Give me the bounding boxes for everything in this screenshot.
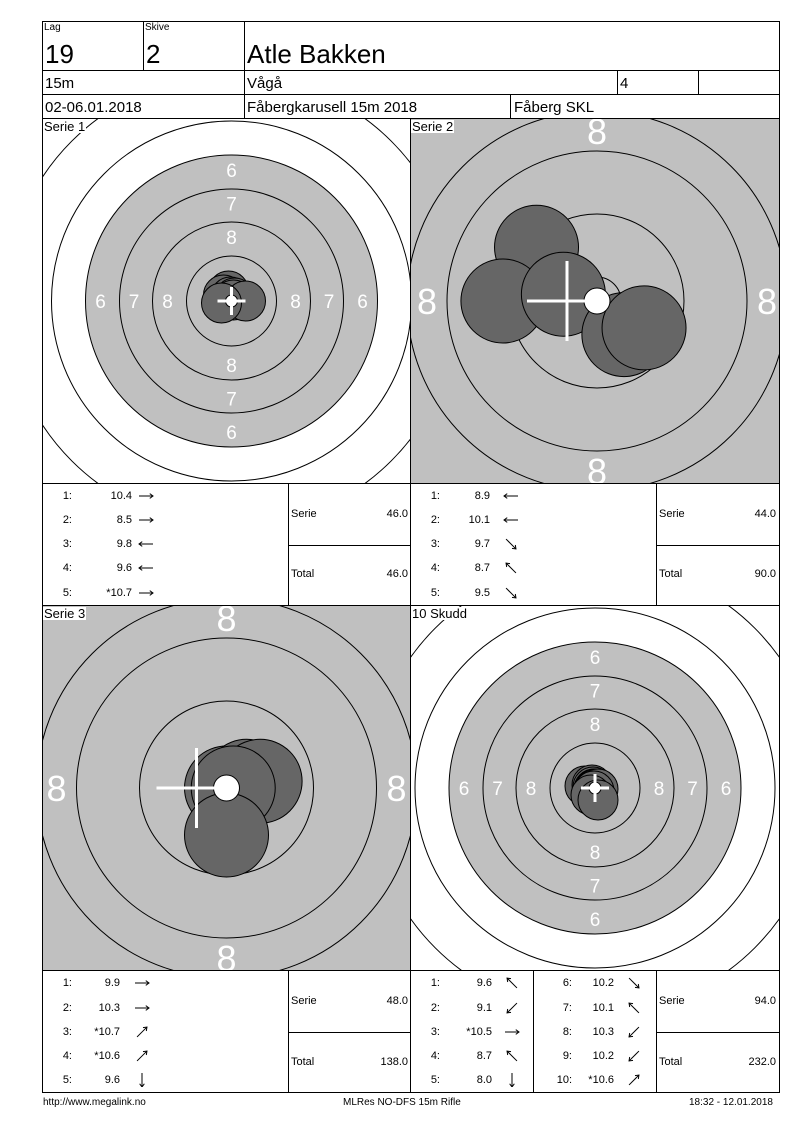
serie3-total-label: Total bbox=[291, 1056, 315, 1068]
ring-number-label: 8 bbox=[216, 606, 237, 639]
shot-value: 9.6 bbox=[476, 977, 492, 989]
serie3-serie-value: 48.0 bbox=[386, 995, 408, 1007]
ring-number-label: 8 bbox=[525, 779, 537, 800]
arrow-icon bbox=[133, 1001, 151, 1015]
shot-number: 3: bbox=[62, 538, 72, 550]
shot-number: 4: bbox=[430, 1050, 440, 1062]
arrow-icon bbox=[503, 1001, 521, 1015]
ring-number-label: 6 bbox=[589, 648, 601, 669]
arrow-icon bbox=[137, 561, 155, 575]
arrow-icon bbox=[133, 1073, 151, 1087]
all-serie-label: Serie bbox=[659, 995, 685, 1007]
ring-number-label: 8 bbox=[589, 715, 601, 736]
target-face bbox=[43, 119, 410, 483]
arrow-icon bbox=[502, 513, 520, 527]
ring-number-label: 8 bbox=[756, 281, 778, 322]
target-serie2 bbox=[411, 119, 779, 483]
ring-number-label: 8 bbox=[386, 768, 407, 809]
serie1-serie-value: 46.0 bbox=[386, 508, 408, 520]
arrow-icon bbox=[502, 489, 520, 503]
all-title: 10 Skudd bbox=[412, 606, 467, 621]
serie3-serie-label: Serie bbox=[291, 995, 317, 1007]
target-serie3 bbox=[43, 606, 410, 970]
shot-number: 3: bbox=[62, 1026, 72, 1038]
arrow-icon bbox=[503, 1049, 521, 1063]
arrow-icon bbox=[503, 1073, 521, 1087]
shot-value: 8.7 bbox=[474, 562, 490, 574]
arrow-icon bbox=[137, 586, 155, 600]
arrow-icon bbox=[625, 976, 643, 990]
shot-value: 10.2 bbox=[592, 977, 614, 989]
shot-number: 3: bbox=[430, 538, 440, 550]
shot-value: 8.9 bbox=[474, 490, 490, 502]
all-total-value: 232.0 bbox=[748, 1056, 776, 1068]
ring-number-label: 8 bbox=[226, 356, 237, 377]
shot-value: *10.7 bbox=[94, 1026, 120, 1038]
shot-hole bbox=[602, 286, 686, 370]
shot-number: 2: bbox=[430, 514, 440, 526]
arrow-icon bbox=[133, 1025, 151, 1039]
ring-number-label: 8 bbox=[216, 938, 237, 970]
club: Vågå bbox=[247, 75, 283, 92]
ring-number-label: 8 bbox=[162, 292, 173, 313]
shot-value: 10.1 bbox=[592, 1002, 614, 1014]
arrow-icon bbox=[625, 1025, 643, 1039]
target-serie1 bbox=[43, 119, 410, 483]
ring-number-label: 8 bbox=[416, 281, 438, 322]
footer-timestamp: 18:32 - 12.01.2018 bbox=[689, 1097, 773, 1108]
shot-value: *10.5 bbox=[466, 1026, 492, 1038]
arrow-icon bbox=[137, 489, 155, 503]
shot-number: 1: bbox=[62, 977, 72, 989]
lag-label: Lag bbox=[44, 22, 61, 33]
footer-program: MLRes NO-DFS 15m Rifle bbox=[343, 1097, 461, 1108]
shot-number: 9: bbox=[562, 1050, 572, 1062]
shot-value: 8.7 bbox=[476, 1050, 492, 1062]
lag-value: 19 bbox=[45, 39, 74, 69]
organizer: Fåberg SKL bbox=[514, 99, 595, 116]
shot-number: 1: bbox=[430, 490, 440, 502]
shot-number: 6: bbox=[562, 977, 572, 989]
target-all bbox=[411, 606, 779, 970]
serie2-total-label: Total bbox=[659, 568, 683, 580]
ring-number-label: 8 bbox=[589, 843, 601, 864]
serie1-title: Serie 1 bbox=[44, 119, 86, 134]
serie2-title: Serie 2 bbox=[412, 119, 454, 134]
ring-number-label: 6 bbox=[357, 292, 368, 313]
shot-number: 2: bbox=[430, 1002, 440, 1014]
shot-value: 10.1 bbox=[468, 514, 490, 526]
arrow-icon bbox=[137, 537, 155, 551]
ring-number-label: 7 bbox=[589, 876, 601, 898]
shot-value: 9.5 bbox=[474, 587, 490, 599]
arrow-icon bbox=[503, 976, 521, 990]
shot-value: 10.2 bbox=[592, 1050, 614, 1062]
distance: 15m bbox=[45, 75, 75, 92]
serie2-serie-label: Serie bbox=[659, 508, 685, 520]
arrow-icon bbox=[503, 1025, 521, 1039]
shot-number: 5: bbox=[430, 1074, 440, 1086]
arrow-icon bbox=[133, 1049, 151, 1063]
ring-number-label: 7 bbox=[492, 779, 503, 800]
ring-number-label: 6 bbox=[720, 779, 732, 800]
ring-number-label: 8 bbox=[226, 228, 237, 249]
arrow-icon bbox=[625, 1001, 643, 1015]
shot-number: 3: bbox=[430, 1026, 440, 1038]
ring-number-label: 6 bbox=[458, 779, 470, 800]
ring-number-label: 7 bbox=[323, 292, 335, 313]
shot-number: 2: bbox=[62, 514, 72, 526]
ring-number-label: 8 bbox=[653, 779, 665, 800]
skive-value: 2 bbox=[146, 39, 161, 69]
shot-value: *10.7 bbox=[106, 587, 132, 599]
shot-value: 10.4 bbox=[110, 490, 132, 502]
ring-number-label: 6 bbox=[95, 292, 106, 313]
shot-number: 5: bbox=[62, 587, 72, 599]
ring-number-label: 7 bbox=[226, 389, 237, 411]
shooter-class: 4 bbox=[620, 75, 629, 92]
arrow-icon bbox=[133, 976, 151, 990]
ring-number-label: 8 bbox=[290, 292, 301, 313]
arrow-icon bbox=[137, 513, 155, 527]
shot-number: 1: bbox=[430, 977, 440, 989]
serie3-total-value: 138.0 bbox=[380, 1056, 408, 1068]
shot-value: 10.3 bbox=[592, 1026, 614, 1038]
shot-value: 9.6 bbox=[116, 562, 132, 574]
shot-number: 1: bbox=[62, 490, 72, 502]
shot-number: 7: bbox=[562, 1002, 572, 1014]
shooter-name: Atle Bakken bbox=[247, 39, 386, 69]
ring-number-label: 7 bbox=[128, 292, 140, 313]
serie1-total-label: Total bbox=[291, 568, 315, 580]
shot-number: 4: bbox=[62, 1050, 72, 1062]
target-face bbox=[43, 606, 410, 970]
ring-number-label: 6 bbox=[226, 423, 237, 444]
skive-label: Skive bbox=[145, 22, 170, 33]
ring-number-label: 8 bbox=[586, 451, 608, 483]
shot-value: 9.7 bbox=[474, 538, 490, 550]
ring-number-label: 7 bbox=[226, 194, 237, 216]
shot-number: 4: bbox=[62, 562, 72, 574]
arrow-icon bbox=[625, 1073, 643, 1087]
ring-number-label: 6 bbox=[226, 161, 237, 182]
shot-number: 5: bbox=[430, 587, 440, 599]
shot-value: 9.6 bbox=[104, 1074, 120, 1086]
shot-number: 2: bbox=[62, 1002, 72, 1014]
serie2-total-value: 90.0 bbox=[754, 568, 776, 580]
serie1-serie-label: Serie bbox=[291, 508, 317, 520]
ring-number-label: 8 bbox=[46, 768, 67, 809]
all-serie-value: 94.0 bbox=[754, 995, 776, 1007]
event-dates: 02-06.01.2018 bbox=[45, 99, 142, 116]
all-total-label: Total bbox=[659, 1056, 683, 1068]
shot-value: 10.3 bbox=[98, 1002, 120, 1014]
shot-number: 4: bbox=[430, 562, 440, 574]
event-name: Fåbergkarusell 15m 2018 bbox=[247, 99, 418, 116]
arrow-icon bbox=[625, 1049, 643, 1063]
arrow-icon bbox=[502, 537, 520, 551]
shot-number: 10: bbox=[556, 1074, 572, 1086]
target-face bbox=[411, 606, 779, 970]
footer-url-link[interactable]: http://www.megalink.no bbox=[43, 1097, 146, 1108]
shot-value: 9.8 bbox=[116, 538, 132, 550]
shot-value: 9.9 bbox=[104, 977, 120, 989]
shot-value: 8.5 bbox=[116, 514, 132, 526]
shot-value: 9.1 bbox=[476, 1002, 492, 1014]
ring-number-label: 7 bbox=[687, 779, 698, 800]
serie1-total-value: 46.0 bbox=[386, 568, 408, 580]
shot-number: 5: bbox=[62, 1074, 72, 1086]
shot-value: *10.6 bbox=[588, 1074, 614, 1086]
serie2-serie-value: 44.0 bbox=[754, 508, 776, 520]
shot-number: 8: bbox=[562, 1026, 572, 1038]
arrow-icon bbox=[502, 586, 520, 600]
ring-number-label: 6 bbox=[589, 910, 601, 931]
arrow-icon bbox=[502, 561, 520, 575]
target-face bbox=[411, 119, 779, 483]
ring-number-label: 8 bbox=[586, 119, 608, 152]
shot-value: *10.6 bbox=[94, 1050, 120, 1062]
shot-value: 8.0 bbox=[476, 1074, 492, 1086]
ring-number-label: 7 bbox=[589, 681, 601, 703]
serie3-title: Serie 3 bbox=[44, 606, 86, 621]
